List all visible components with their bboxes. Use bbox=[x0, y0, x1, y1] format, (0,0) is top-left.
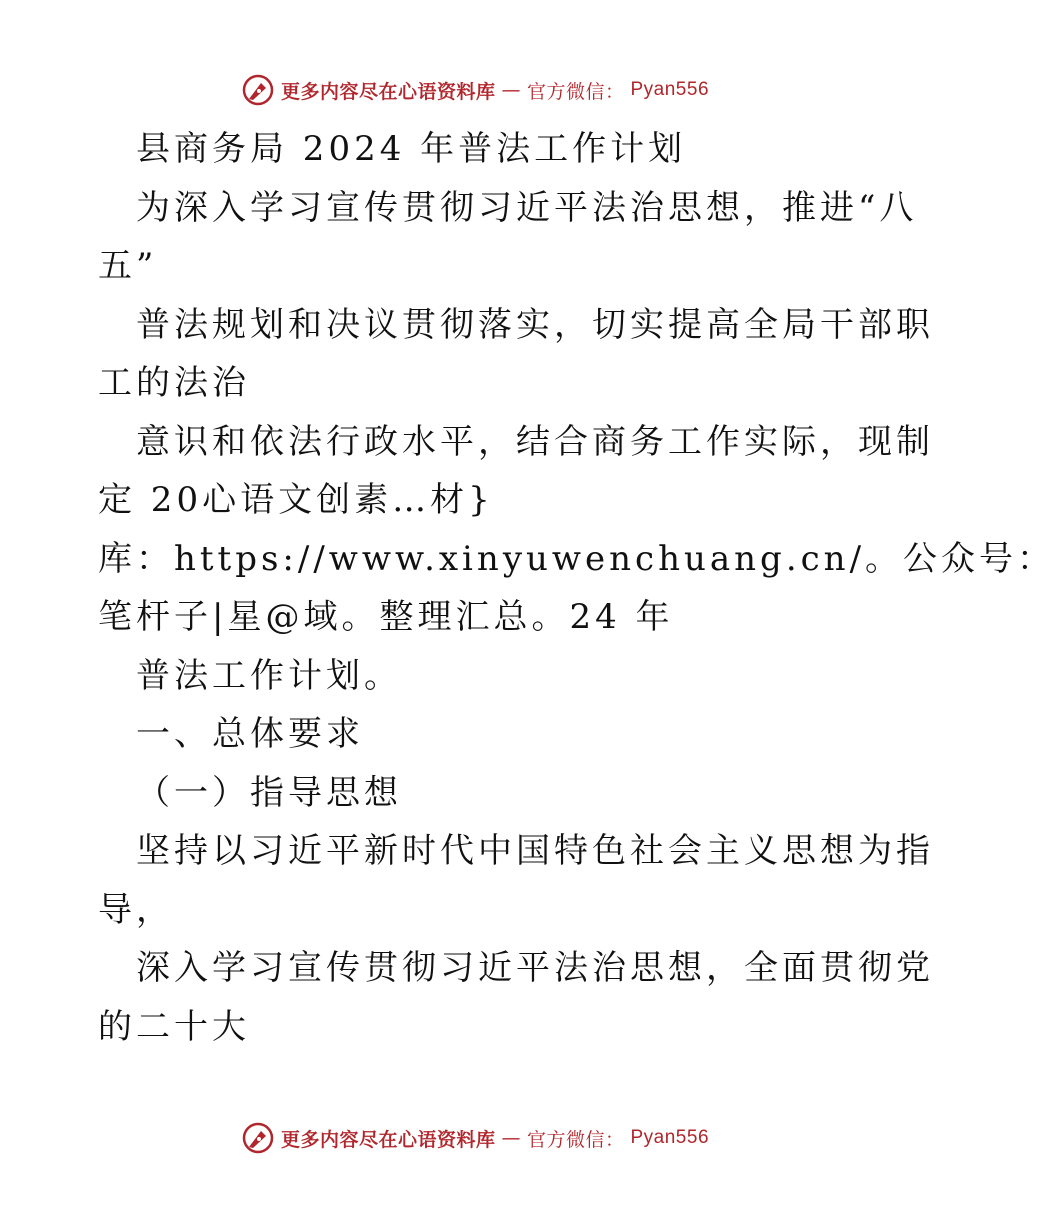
text-line: 意识和依法行政水平，结合商务工作实际，现制 bbox=[136, 421, 934, 462]
header-watermark bbox=[0, 70, 950, 110]
text-line: 五” bbox=[98, 246, 158, 286]
watermark-dash: — bbox=[501, 1127, 521, 1149]
text-line: 为深入学习宣传贯彻习近平法治思想，推进“八 bbox=[136, 187, 918, 228]
footer-watermark bbox=[0, 1118, 950, 1158]
watermark-sub-text: 官方微信： bbox=[526, 80, 625, 103]
document-body bbox=[98, 120, 1055, 1056]
watermark-wechat-id: Pyan556 bbox=[630, 79, 710, 100]
watermark-sub-text: 官方微信： bbox=[526, 1128, 625, 1151]
text-line: 坚持以习近平新时代中国特色社会主义思想为指 bbox=[136, 831, 934, 871]
watermark-dash: — bbox=[501, 79, 521, 101]
text-line: 普法工作计划。 bbox=[136, 655, 402, 696]
watermark-main-text: 更多内容尽在心语资料库 bbox=[280, 1128, 496, 1151]
watermark-wechat-id: Pyan556 bbox=[630, 1127, 710, 1148]
pen-nib-logo-icon bbox=[241, 1121, 275, 1155]
text-line: 库：https://www.xinyuwenchuang.cn/。公众号： bbox=[98, 538, 1055, 579]
subsection-heading: （一）指导思想 bbox=[136, 772, 402, 813]
watermark-main-text: 更多内容尽在心语资料库 bbox=[280, 80, 496, 103]
text-line: 普法规划和决议贯彻落实，切实提高全局干部职 bbox=[136, 304, 934, 345]
document-title: 县商务局 2024 年普法工作计划 bbox=[136, 129, 687, 169]
text-line: 笔杆子|星@域。整理汇总。24 年 bbox=[98, 597, 674, 637]
text-line: 工的法治 bbox=[98, 363, 250, 403]
text-line: 的二十大 bbox=[98, 1006, 250, 1047]
text-line: 深入学习宣传贯彻习近平法治思想，全面贯彻党 bbox=[136, 948, 934, 988]
section-heading: 一、总体要求 bbox=[136, 714, 364, 754]
text-line: 定 20心语文创素…材} bbox=[98, 480, 494, 520]
text-line: 导， bbox=[98, 889, 174, 930]
pen-nib-logo-icon bbox=[241, 73, 275, 107]
